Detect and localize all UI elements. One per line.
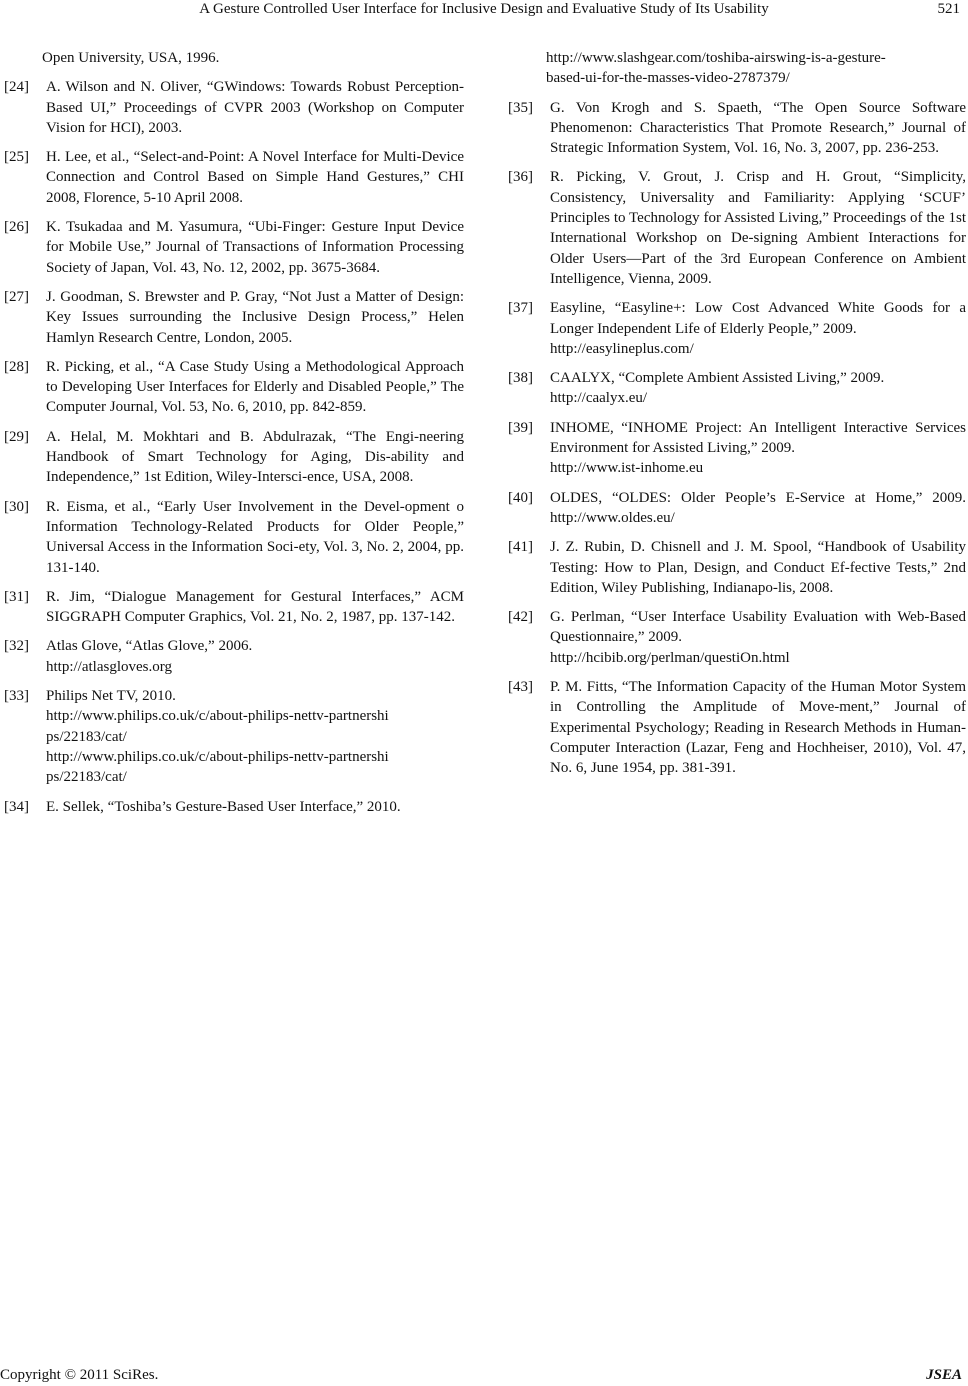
reference-url[interactable]: based-ui-for-the-masses-video-2787379/ bbox=[546, 70, 790, 87]
reference-entry bbox=[504, 368, 966, 409]
reference-entry bbox=[0, 636, 464, 677]
reference-url[interactable]: http://www.philips.co.uk/c/about-philips-nettv-partnershi bbox=[46, 748, 389, 765]
reference-entry bbox=[0, 797, 464, 817]
reference-body bbox=[550, 488, 966, 529]
reference-number: [41] bbox=[508, 539, 533, 556]
reference-text: K. Tsukadaa and M. Yasumura, “Ubi-Finger: Gesture Input Device for Mobile Use,” Journal of Transactions of Information Processing Society of Japan, Vol. 43, No. 12, 2002, pp. 3675-3684. bbox=[46, 219, 464, 276]
reference-text: H. Lee, et al., “Select-and-Point: A Novel Interface for Multi-Device Connection and Control Based on Simple Hand Gestures,” CHI 2008, Florence, 5-10 April 2008. bbox=[46, 149, 464, 206]
reference-body bbox=[550, 167, 966, 289]
reference-entry bbox=[0, 427, 464, 488]
reference-url[interactable]: http://atlasgloves.org bbox=[46, 658, 172, 675]
page-footer bbox=[0, 1366, 968, 1386]
reference-number: [29] bbox=[4, 428, 29, 445]
reference-number: [35] bbox=[508, 99, 533, 116]
reference-text: R. Picking, et al., “A Case Study Using a Methodological Approach to Developing User Interfaces for Elderly and Disabled People,” The Computer Journal, Vol. 53, No. 6, 2010, pp. 842-859. bbox=[46, 358, 464, 416]
reference-number: [40] bbox=[508, 489, 533, 506]
reference-number: [28] bbox=[4, 358, 29, 375]
reference-entry bbox=[0, 357, 464, 418]
reference-url[interactable]: http://www.slashgear.com/toshiba-airswing-is-a-gesture- bbox=[546, 50, 886, 66]
reference-body bbox=[550, 607, 966, 668]
reference-text: J. Z. Rubin, D. Chisnell and J. M. Spool, “Handbook of Usability Testing: How to Plan, Design, and Conduct Ef-fective Tests,” 2nd Edition, Wiley Publishing, Indianapo-lis, 2008. bbox=[550, 539, 966, 596]
reference-continuation-urls bbox=[504, 48, 966, 89]
reference-url[interactable]: http://www.ist-inhome.eu bbox=[550, 460, 704, 477]
reference-body bbox=[550, 537, 966, 598]
reference-number: [43] bbox=[508, 679, 533, 696]
reference-text: E. Sellek, “Toshiba’s Gesture-Based User Interface,” 2010. bbox=[46, 798, 401, 815]
reference-entry bbox=[504, 298, 966, 359]
reference-number: [39] bbox=[508, 419, 533, 436]
reference-text: R. Picking, V. Grout, J. Crisp and H. Grout, “Simplicity, Consistency, Universality and Familiarity: Applying ‘SCUF’ Principles to Technology for Assisted Living,” Proceedings of the 1st International Workshop on De-signing Ambient Interactions for Older Users—Part of the 3rd European Conference on Ambient Intelligence, Vienna, 2009. bbox=[550, 169, 966, 287]
reference-body bbox=[550, 418, 966, 479]
reference-list-right bbox=[504, 98, 966, 779]
reference-url[interactable]: http://easylineplus.com/ bbox=[550, 340, 694, 357]
reference-body bbox=[46, 587, 464, 628]
reference-text: Philips Net TV, 2010. bbox=[46, 688, 176, 705]
reference-number: [36] bbox=[508, 169, 533, 186]
reference-text: P. M. Fitts, “The Information Capacity of the Human Motor System in Controlling the Amplitude of Move-ment,” Journal of Experimental Psychology; Reading in Research Methods in Human-Computer Interaction (Lazar, Feng and Hochheiser, 2010), Vol. 47, No. 6, June 1954, pp. 381-391. bbox=[550, 679, 966, 777]
reference-text: G. Perlman, “User Interface Usability Evaluation with Web-Based Questionnaire,” 2009. bbox=[550, 609, 966, 646]
reference-number: [38] bbox=[508, 370, 533, 387]
reference-number: [25] bbox=[4, 149, 29, 166]
reference-continuation: Open University, USA, 1996. bbox=[42, 50, 220, 66]
reference-body bbox=[46, 77, 464, 138]
reference-number: [42] bbox=[508, 609, 533, 626]
reference-number: [26] bbox=[4, 219, 29, 236]
reference-body bbox=[46, 636, 464, 677]
reference-url[interactable]: ps/22183/cat/ bbox=[46, 728, 127, 745]
reference-text: INHOME, “INHOME Project: An Intelligent Interactive Services Environment for Assisted Living,” 2009. bbox=[550, 419, 966, 457]
reference-entry bbox=[0, 497, 464, 578]
reference-url[interactable]: http://caalyx.eu/ bbox=[550, 390, 648, 407]
reference-entry bbox=[504, 677, 966, 778]
journal-abbreviation: JSEA bbox=[926, 1367, 962, 1383]
reference-text: J. Goodman, S. Brewster and P. Gray, “Not Just a Matter of Design: Key Issues surrounding the Inclusive Design Process,” Helen Hamlyn Research Centre, London, 2005. bbox=[46, 288, 464, 346]
reference-body bbox=[46, 686, 464, 787]
reference-entry bbox=[0, 587, 464, 628]
reference-text: A. Wilson and N. Oliver, “GWindows: Towards Robust Perception-Based UI,” Proceedings of CVPR 2003 (Workshop on Computer Vision for HCI), 2003. bbox=[46, 79, 464, 136]
reference-body bbox=[46, 147, 464, 208]
reference-url[interactable]: ps/22183/cat/ bbox=[46, 769, 127, 786]
reference-entry bbox=[504, 537, 966, 598]
reference-body bbox=[46, 217, 464, 278]
reference-list-left bbox=[0, 77, 464, 817]
reference-body bbox=[46, 357, 464, 418]
reference-body bbox=[550, 677, 966, 778]
running-header bbox=[0, 0, 968, 24]
reference-body bbox=[46, 287, 464, 348]
reference-number: [37] bbox=[508, 300, 533, 317]
reference-number: [24] bbox=[4, 79, 29, 96]
reference-number: [33] bbox=[4, 688, 29, 705]
running-title: A Gesture Controlled User Interface for Inclusive Design and Evaluative Study of Its Usability bbox=[199, 1, 769, 17]
reference-body bbox=[46, 427, 464, 488]
reference-body bbox=[550, 98, 966, 159]
reference-entry bbox=[0, 77, 464, 138]
reference-entry bbox=[504, 98, 966, 159]
reference-number: [34] bbox=[4, 798, 29, 815]
page-number: 521 bbox=[937, 1, 960, 17]
reference-number: [27] bbox=[4, 288, 29, 305]
reference-body bbox=[46, 797, 464, 817]
right-column bbox=[504, 48, 966, 788]
reference-entry bbox=[504, 488, 966, 529]
reference-text: Easyline, “Easyline+: Low Cost Advanced White Goods for a Longer Independent Life of Elderly People,” 2009. bbox=[550, 300, 966, 337]
reference-number: [31] bbox=[4, 588, 29, 605]
reference-body bbox=[550, 368, 966, 409]
reference-entry bbox=[0, 217, 464, 278]
reference-entry bbox=[504, 167, 966, 289]
reference-text: A. Helal, M. Mokhtari and B. Abdulrazak, “The Engi-neering Handbook of Smart Technology for Aging, Dis-ability and Independence,” 1st Edition, Wiley-Intersci-ence, USA, 2008. bbox=[46, 428, 464, 486]
reference-number: [30] bbox=[4, 498, 29, 515]
reference-entry bbox=[504, 418, 966, 479]
reference-number: [32] bbox=[4, 638, 29, 655]
left-column bbox=[0, 48, 464, 826]
reference-text: G. Von Krogh and S. Spaeth, “The Open Source Software Phenomenon: Characteristics That Promote Research,” Journal of Strategic Information System, Vol. 16, No. 3, 2007, pp. 236-253. bbox=[550, 99, 966, 157]
reference-entry bbox=[504, 607, 966, 668]
reference-text: Atlas Glove, “Atlas Glove,” 2006. bbox=[46, 638, 253, 655]
reference-text: R. Jim, “Dialogue Management for Gestural Interfaces,” ACM SIGGRAPH Computer Graphics, Vol. 21, No. 2, 1987, pp. 137-142. bbox=[46, 588, 464, 626]
reference-url[interactable]: http://hcibib.org/perlman/questiOn.html bbox=[550, 649, 790, 666]
reference-body bbox=[550, 298, 966, 359]
reference-text: OLDES, “OLDES: Older People’s E-Service at Home,” 2009. http://www.oldes.eu/ bbox=[550, 489, 966, 526]
reference-body bbox=[46, 497, 464, 578]
reference-url[interactable]: http://www.philips.co.uk/c/about-philips-nettv-partnershi bbox=[46, 708, 389, 725]
reference-text: CAALYX, “Complete Ambient Assisted Living,” 2009. bbox=[550, 370, 885, 387]
reference-text: R. Eisma, et al., “Early User Involvement in the Devel-opment o Information Technology-Related Products for Older People,” Universal Access in the Information Soci-ety, Vol. 3, No. 2, 2004, pp. 131-140. bbox=[46, 498, 464, 576]
reference-entry bbox=[0, 287, 464, 348]
reference-entry bbox=[0, 147, 464, 208]
copyright-notice: Copyright © 2011 SciRes. bbox=[0, 1367, 159, 1383]
reference-entry bbox=[0, 686, 464, 787]
